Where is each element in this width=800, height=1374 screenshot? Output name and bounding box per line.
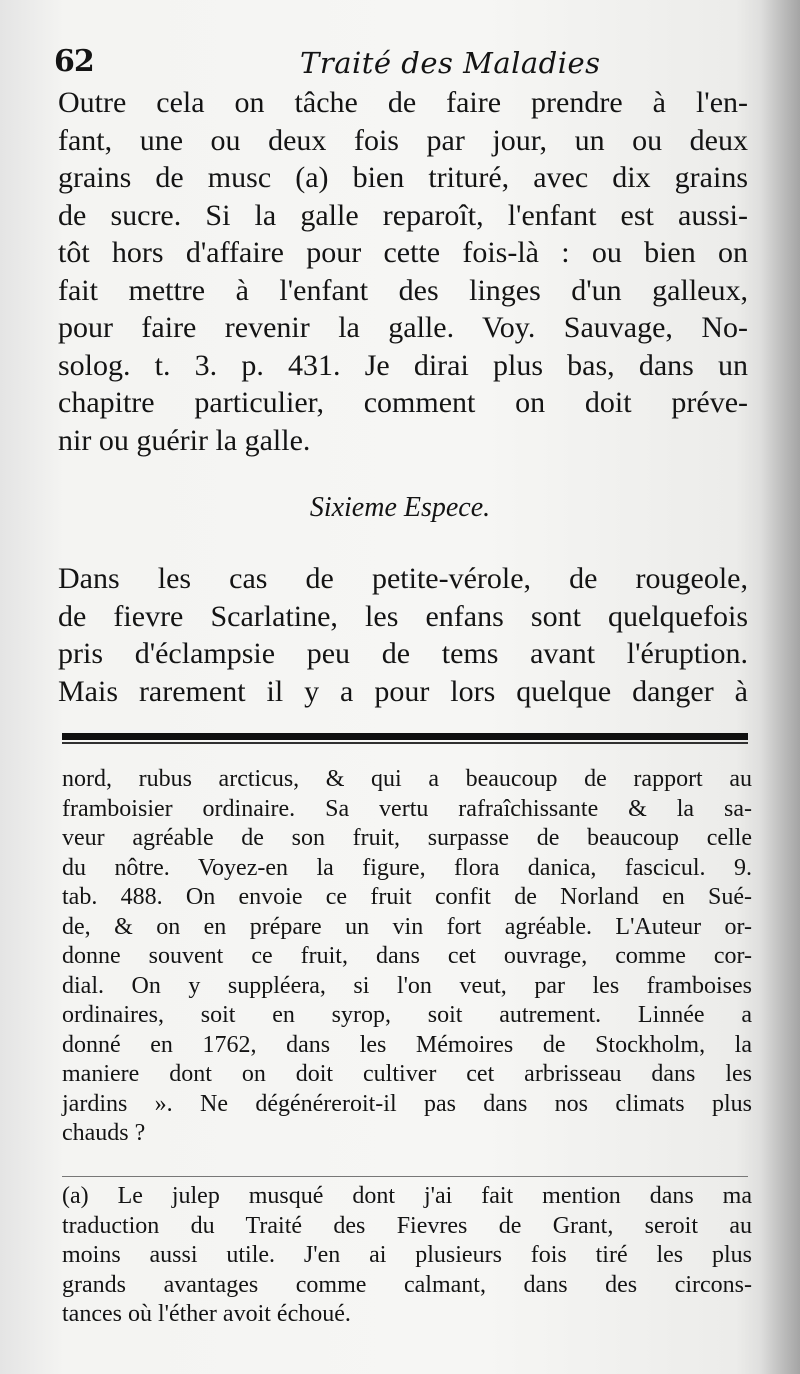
footnote-line: (a) Le julep musqué dont j'ai fait mention dans ma bbox=[62, 1183, 752, 1209]
text-line: fait mettre à l'enfant des linges d'un galleux, bbox=[58, 273, 748, 307]
text-line: de sucre. Si la galle reparoît, l'enfant est aussi- bbox=[58, 198, 748, 232]
note-line: dial. On y suppléera, si l'on veut, par les framboises bbox=[62, 972, 752, 999]
text-line: Dans les cas de petite-vérole, de rougeole, bbox=[58, 562, 748, 595]
page-header bbox=[50, 44, 750, 88]
text-line: fant, une ou deux fois par jour, un ou deux bbox=[58, 123, 748, 157]
note-line: ordinaires, soit en syrop, soit autrement. Linnée a bbox=[62, 1002, 752, 1028]
note-line: framboisier ordinaire. Sa vertu rafraîchissante & la sa- bbox=[62, 795, 752, 822]
notes-divider-thick bbox=[62, 733, 748, 740]
section-heading: Sixieme Espece. bbox=[309, 492, 491, 523]
notes-divider-thin bbox=[62, 742, 748, 744]
text-line: de fievre Scarlatine, les enfans sont quelquefois bbox=[58, 599, 748, 633]
footnote-a bbox=[62, 1182, 752, 1330]
note-line: du nôtre. Voyez-en la figure, flora danica, fascicul. 9. bbox=[62, 854, 752, 881]
note-line: de, & on en prépare un vin fort agréable. L'Auteur or- bbox=[62, 913, 752, 940]
text-line: pour faire revenir la galle. Voy. Sauvage, No- bbox=[58, 311, 748, 344]
note-line: donne souvent ce fruit, dans cet ouvrage, comme cor- bbox=[62, 943, 752, 969]
note-line: donné en 1762, dans les Mémoires de Stockholm, la bbox=[62, 1031, 752, 1058]
text-line: grains de musc (a) bien trituré, avec dix grains bbox=[58, 161, 748, 194]
note-line: nord, rubus arcticus, & qui a beaucoup de rapport au bbox=[62, 766, 752, 792]
note-line: maniere dont on doit cultiver cet arbrisseau dans les bbox=[62, 1061, 752, 1087]
text-line: chapitre particulier, comment on doit préve- bbox=[58, 386, 748, 419]
text-line: pris d'éclampsie peu de tems avant l'éruption. bbox=[58, 637, 748, 670]
text-line: tôt hors d'affaire pour cette fois-là : ou bien on bbox=[58, 236, 748, 269]
paragraph-galle bbox=[58, 84, 748, 459]
paragraph-eruption bbox=[58, 560, 748, 710]
text-line: solog. t. 3. p. 431. Je dirai plus bas, dans un bbox=[58, 348, 748, 382]
text-line: nir ou guérir la galle. bbox=[58, 423, 311, 457]
page-edge-shadow bbox=[760, 0, 800, 1374]
footnote-line: traduction du Traité des Fievres de Grant, seroit au bbox=[62, 1212, 752, 1239]
footnote-line: moins aussi utile. J'en ai plusieurs fois tiré les plus bbox=[62, 1242, 752, 1268]
page-number: 62 bbox=[54, 44, 94, 79]
note-line: chauds ? bbox=[62, 1120, 146, 1146]
running-title: Traité des Maladies bbox=[300, 46, 601, 80]
footnote-line: tances où l'éther avoit échoué. bbox=[62, 1301, 351, 1327]
footnote-divider bbox=[62, 1176, 748, 1177]
text-line: Outre cela on tâche de faire prendre à l'en- bbox=[58, 86, 748, 119]
note-continuation bbox=[62, 765, 752, 1149]
note-line: jardins ». Ne dégénéreroit-il pas dans nos climats plus bbox=[62, 1090, 752, 1117]
footnote-line: grands avantages comme calmant, dans des circons- bbox=[62, 1271, 752, 1298]
note-line: veur agréable de son fruit, surpasse de beaucoup celle bbox=[62, 825, 752, 851]
note-line: tab. 488. On envoie ce fruit confit de Norland en Sué- bbox=[62, 884, 752, 910]
text-line: Mais rarement il y a pour lors quelque danger à bbox=[58, 674, 748, 708]
